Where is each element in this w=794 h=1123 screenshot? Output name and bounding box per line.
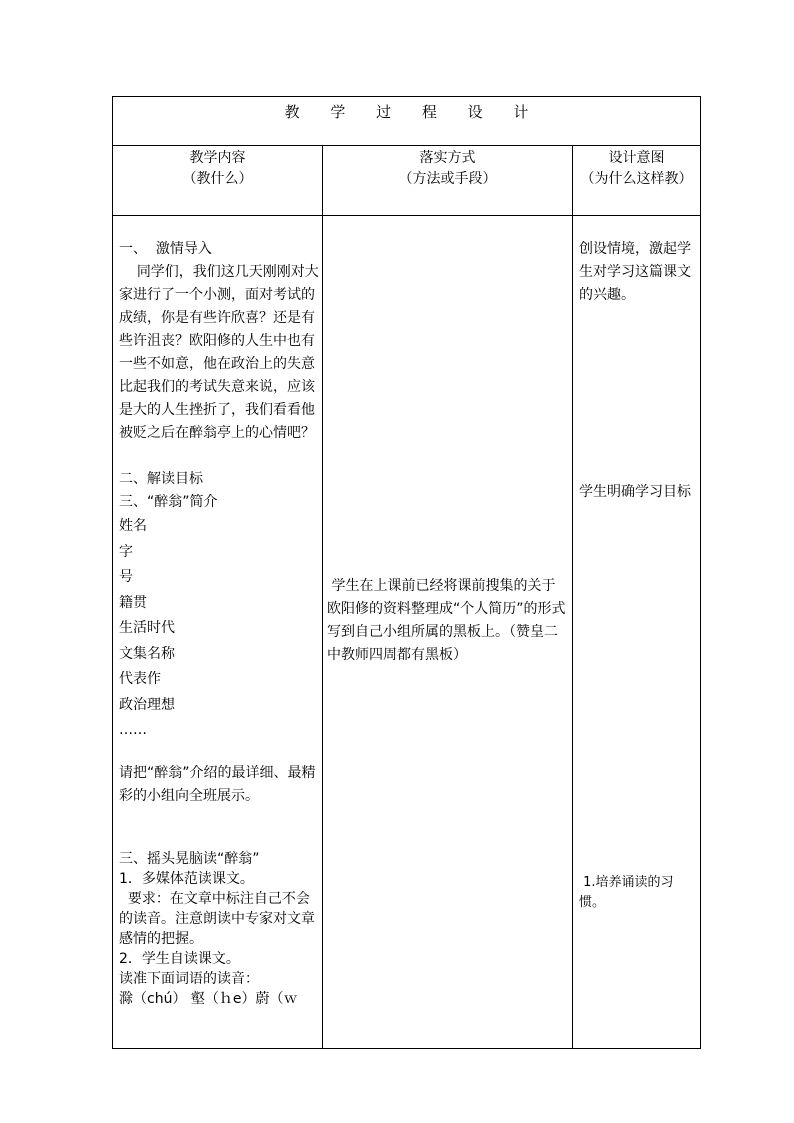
- header-design-intent: [573, 148, 700, 190]
- method-text: 学生在上课前已经将课前搜集的关于欧阳修的资料整理成“个人简历”的形式写到自己小组所属的黑板上。（赞皇二中教师四周都有黑板）: [327, 578, 566, 663]
- table-title: 教 学 过 程 设 计: [284, 103, 542, 121]
- header-method-sub: （方法或手段）: [398, 171, 497, 187]
- step-instruction: 读准下面词语的读音：: [119, 970, 259, 987]
- profile-item: 政治理想: [119, 696, 175, 713]
- step-item: 2．学生自读课文。: [119, 950, 240, 967]
- profile-item: 籍贯: [119, 594, 147, 611]
- intro-paragraph: 同学们，我们这几天刚刚对大家进行了一个小测，面对考试的成绩，你是有些许欣喜？还是有些许沮丧？欧阳修的人生中也有一些不如意，他在政治上的失意比起我们的考试失意来说，应该是大的人生挫折了，我们看看他被贬之后在醉翁亭上的心情吧？: [119, 264, 319, 441]
- header-method-label: 落实方式: [419, 150, 476, 166]
- section-heading: 二、解读目标: [119, 471, 203, 487]
- header-teaching-content-sub: （教什么）: [182, 171, 253, 187]
- profile-item: 文集名称: [119, 645, 175, 662]
- profile-item: ……: [119, 722, 147, 738]
- design-intent-column: [579, 238, 697, 913]
- lesson-design-table: [112, 96, 701, 1049]
- profile-item: 生活时代: [119, 620, 175, 636]
- header-method: [323, 148, 572, 190]
- table-title-row: [113, 97, 700, 146]
- intent-note: 创设情境，激起学生对学习这篇课文的兴趣。: [579, 241, 691, 303]
- profile-item: 字: [119, 543, 133, 560]
- section-heading: 三、“醉翁”简介: [119, 494, 218, 510]
- section-heading: 三、摇头晃脑读“醉翁”: [119, 850, 260, 867]
- intent-note: 学生明确学习目标: [579, 484, 691, 500]
- step-item: 1．多媒体范读课文。: [119, 870, 254, 887]
- profile-request: 请把“醉翁”介绍的最详细、最精彩的小组向全班展示。: [119, 764, 316, 804]
- reading-section: [119, 849, 319, 1009]
- header-teaching-content: [113, 148, 322, 190]
- method-column: [327, 575, 569, 667]
- teaching-content-column: [119, 238, 319, 1009]
- intent-note: 1.培养诵读的习惯。: [579, 875, 674, 910]
- profile-list: [119, 514, 319, 744]
- column-divider: [572, 145, 573, 1048]
- pronunciation-line: 滁（chú） 壑（ｈe）蔚（ｗ: [119, 990, 298, 1007]
- section-heading: 一、 激情导入: [119, 241, 212, 257]
- column-divider: [322, 145, 323, 1048]
- table-header-row: [113, 145, 700, 216]
- header-design-intent-sub: （为什么这样教）: [580, 171, 693, 187]
- profile-item: 姓名: [119, 518, 147, 534]
- step-requirement: 要求：在文章中标注自己不会的读音。注意朗读中专家对文章感情的把握。: [119, 890, 315, 947]
- profile-item: 号: [119, 569, 133, 585]
- header-teaching-content-label: 教学内容: [189, 150, 246, 166]
- header-design-intent-label: 设计意图: [608, 150, 665, 166]
- profile-item: 代表作: [119, 671, 161, 687]
